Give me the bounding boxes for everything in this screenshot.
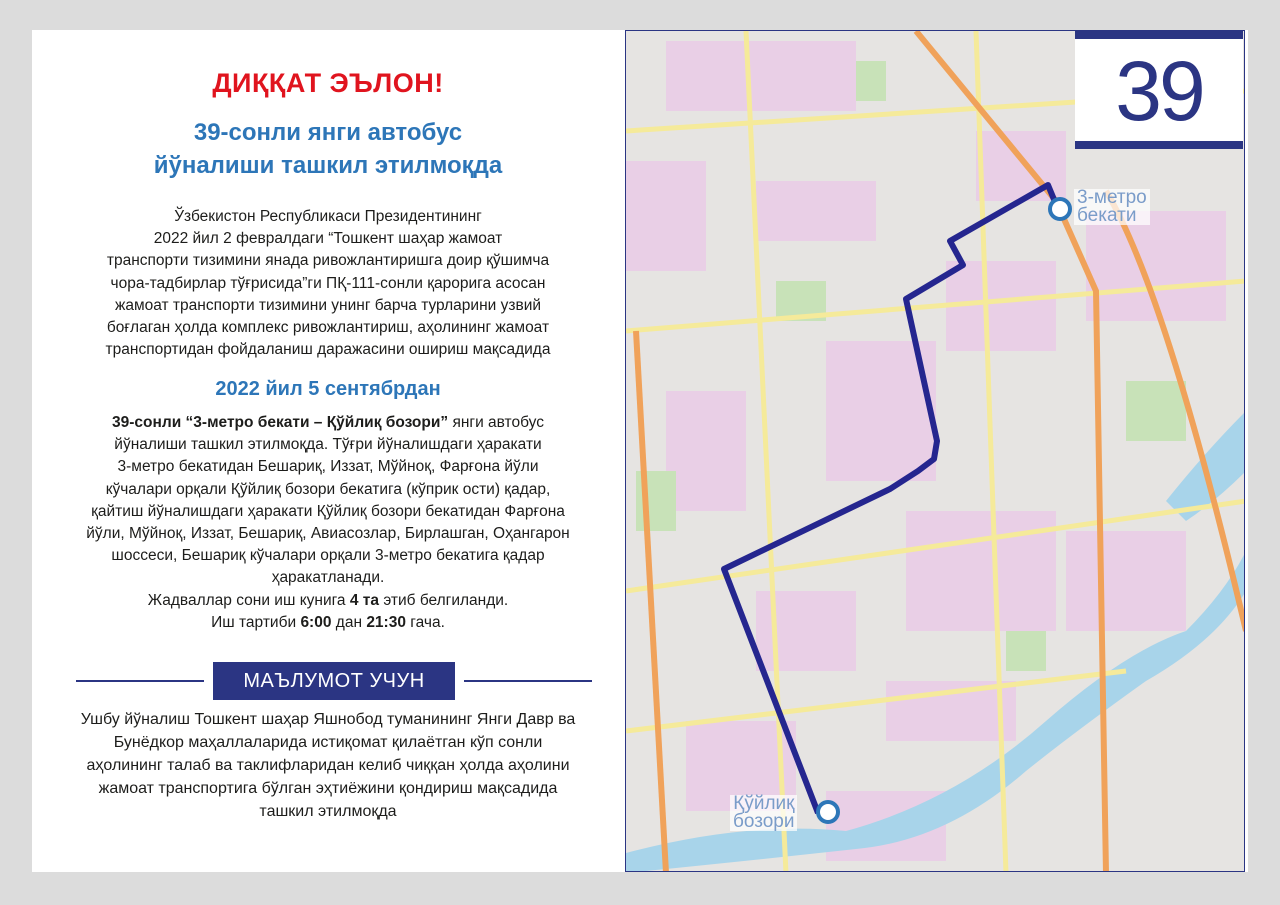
intro-line: 2022 йил 2 февралдаги “Тошкент шаҳар жамоат (153, 230, 503, 248)
start-date-heading: 2022 йил 5 сентябрдан (215, 378, 441, 400)
stop-start-marker (1050, 199, 1070, 219)
hours-start: 6:00 (300, 613, 332, 631)
route-desc-text: янги автобус (448, 414, 544, 431)
schedule-text: этиб белгиланди. (379, 591, 509, 609)
schedule-line (46, 590, 610, 612)
hours-end: 21:30 (366, 613, 406, 631)
info-line: ташкил этилмоқда (259, 803, 397, 820)
intro-line: жамоат транспорти тизимини унинг барча турларини узвий (114, 296, 542, 314)
stop-end-line: бозори (733, 811, 795, 832)
hours-text: дан (331, 613, 367, 631)
route-desc-line: қайтиш йўналишдаги ҳаракати Қўйлиқ бозори бекатидан Фарғона (91, 502, 565, 520)
intro-line: транспорти тизимини янада ривожлантиришга доир қўшимча (106, 252, 550, 270)
info-paragraph (52, 708, 604, 823)
divider-line (76, 680, 204, 682)
intro-line: транспортидан фойдаланиш даражасини ошириш мақсадида (105, 341, 551, 359)
stop-start-line: 3-метро (1077, 187, 1147, 208)
route-desc-line: кўчалари орқали Қўйлиқ бозори бекатига (кўприк ости) қадар, (105, 480, 551, 498)
notice-sheet (32, 30, 1248, 872)
route-description (46, 412, 610, 634)
stop-end-marker (818, 802, 838, 822)
route-desc-line: шоссеси, Бешариқ кўчалари орқали 3-метро бекатига қадар (111, 547, 545, 565)
stop-start-line: бекати (1077, 205, 1137, 226)
stop-end-label (730, 795, 797, 831)
info-line: Бунёдкор маҳаллаларида истиқомат қилаётган кўп сонли (113, 734, 543, 751)
intro-paragraph (52, 206, 604, 361)
info-header (76, 662, 592, 700)
route-desc-line: йўли, Мўйноқ, Иззат, Бешариқ, Авиасозлар, Бирлашган, Оҳангарон (86, 525, 570, 543)
route-name-bold: 39-сонли “3-метро бекати – Қўйлиқ бозори” (112, 414, 449, 431)
schedule-text: Жадваллар сони иш кунига (147, 591, 350, 609)
schedule-count: 4 та (349, 591, 380, 609)
info-badge: МАЪЛУМОТ УЧУН (213, 662, 455, 700)
stop-end-line: Қўйлиқ (733, 793, 795, 814)
route-desc-line: йўналиши ташкил этилмоқда. Тўғри йўналишдаги ҳаракати (114, 436, 542, 454)
route-desc-line: ҳаракатланади. (271, 569, 385, 587)
stop-start-label (1074, 189, 1150, 225)
route-desc-line (46, 412, 610, 434)
hours-line (46, 612, 610, 634)
subtitle-line: 39-сонли янги автобус (193, 119, 463, 146)
route-number-badge (1075, 31, 1243, 149)
divider-line (464, 680, 592, 682)
info-line: аҳолининг талаб ва таклифларидан келиб чиққан ҳолда аҳолини (86, 757, 570, 774)
announcement-panel (32, 30, 624, 872)
notice-title: ДИҚҚАТ ЭЪЛОН! (212, 68, 444, 98)
hours-text: гача. (405, 613, 445, 631)
info-line: Ушбу йўналиш Тошкент шаҳар Яшнобод туманининг Янги Давр ва (80, 711, 576, 728)
intro-line: чора-тадбирлар тўғрисида”ги ПҚ-111-сонли қарорига асосан (110, 274, 546, 292)
subtitle-line: йўналиши ташкил этилмоқда (153, 152, 503, 179)
notice-subtitle (32, 116, 624, 182)
route-desc-line: 3-метро бекатидан Бешариқ, Иззат, Мўйноқ, Фарғона йўли (117, 458, 539, 476)
intro-line: Ўзбекистон Республикаси Президентининг (174, 208, 482, 225)
route-number: 39 (1115, 44, 1203, 138)
info-line: жамоат транспортига бўлган эҳтиёжини қондириш мақсадида (98, 780, 558, 797)
hours-text: Иш тартиби (211, 613, 301, 631)
intro-line: боғлаган ҳолда комплекс ривожлантириш, аҳолининг жамоат (106, 319, 550, 337)
map-graphic (626, 31, 1245, 872)
route-map (625, 30, 1245, 872)
